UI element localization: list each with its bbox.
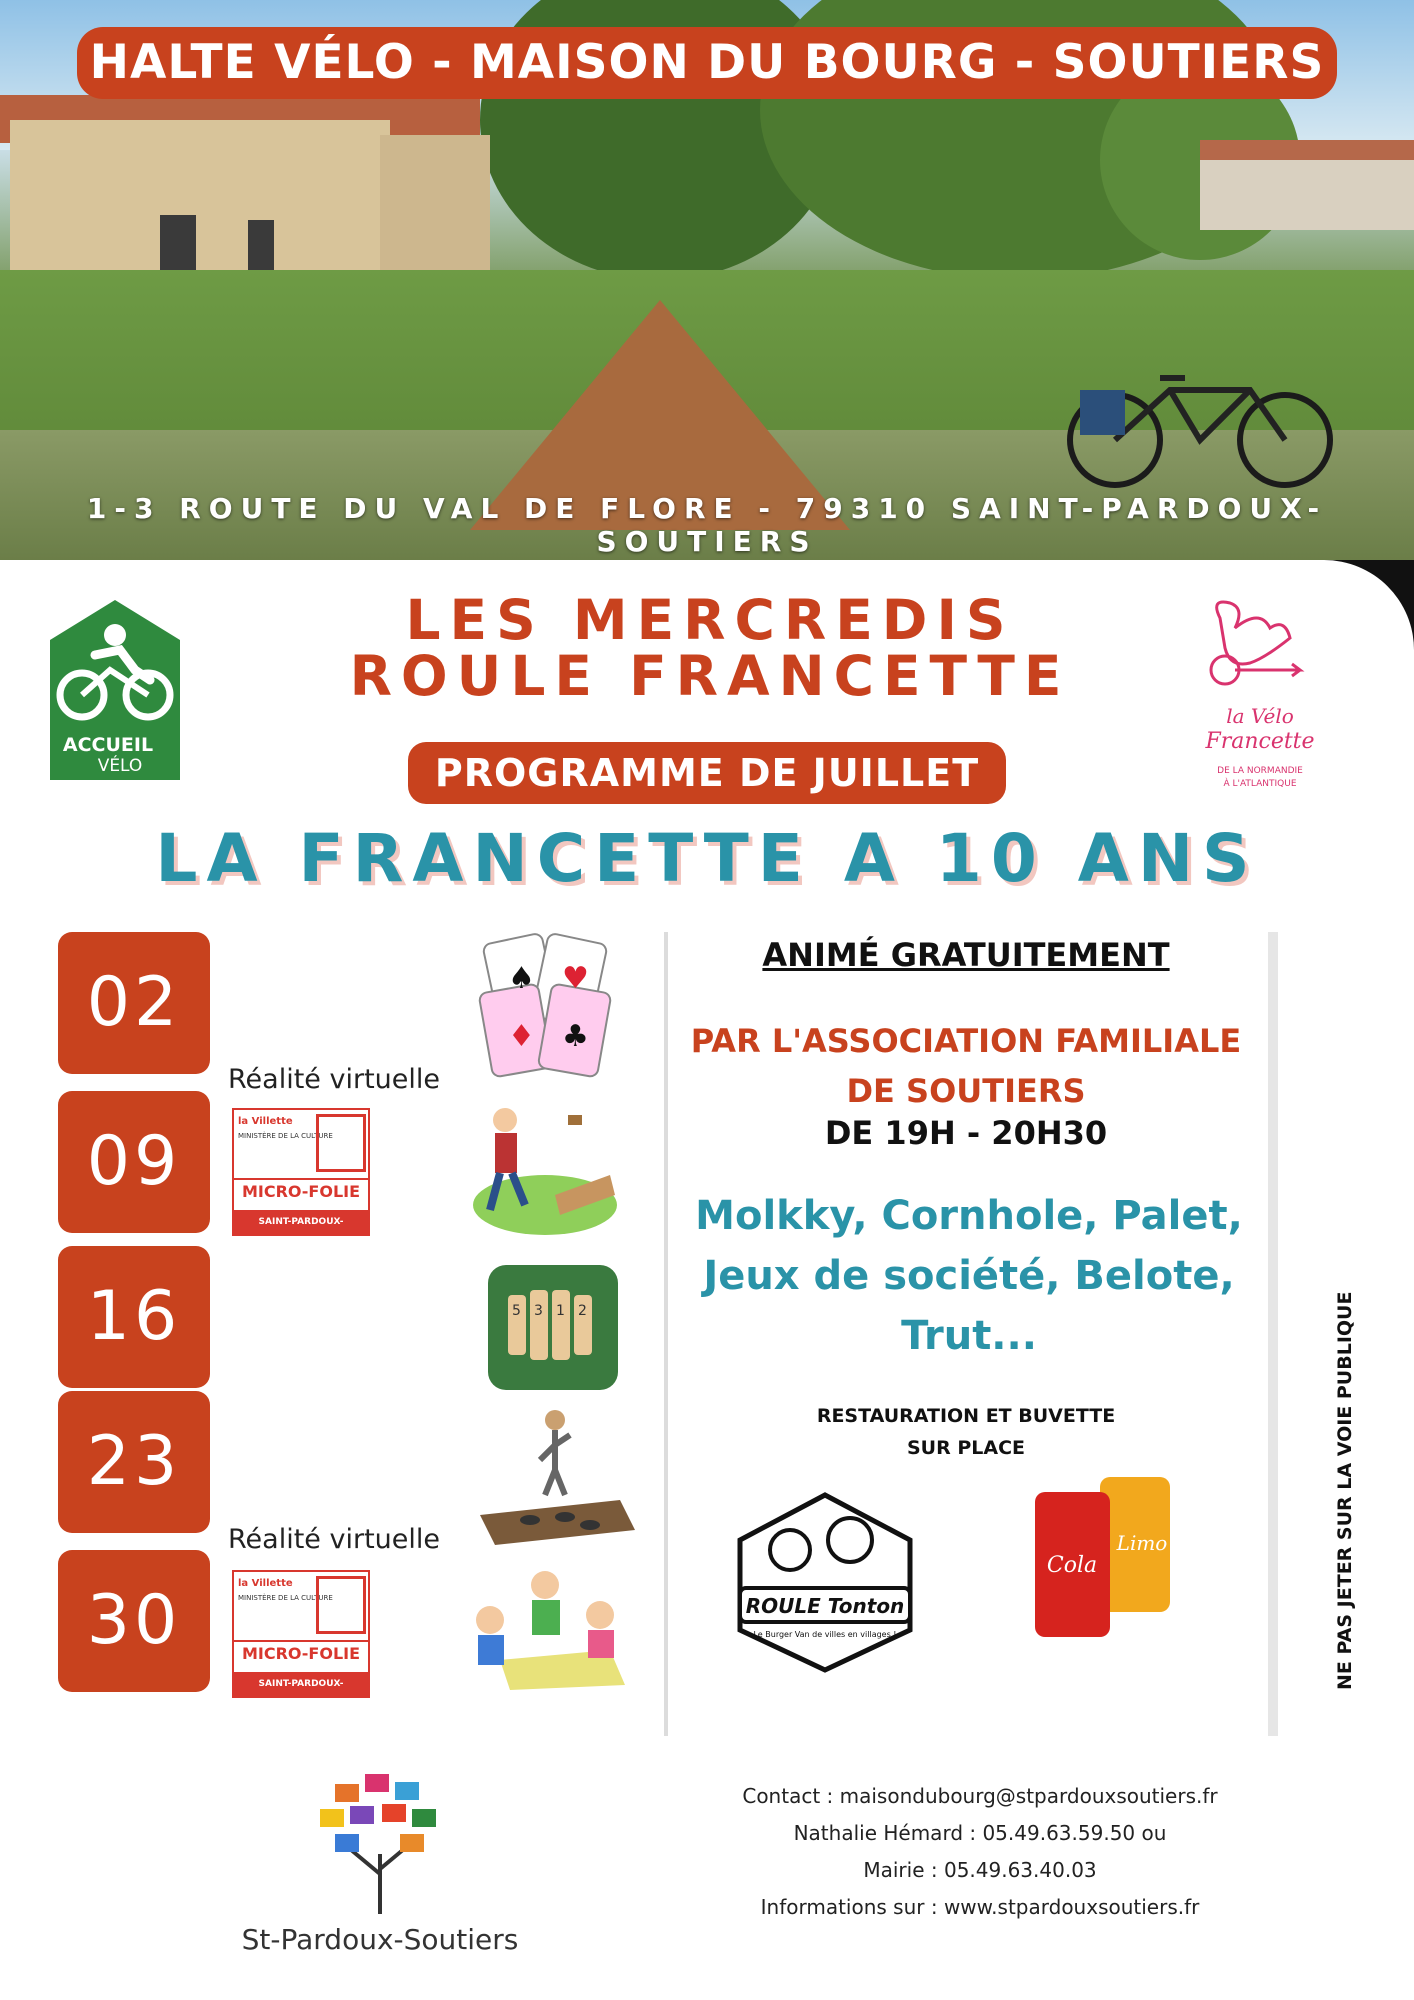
can-label-1: Cola (1046, 1553, 1098, 1578)
date-badge: 09 (58, 1091, 210, 1233)
velo-logo-line2: Francette (1205, 729, 1315, 754)
playing-cards-icon (470, 928, 620, 1078)
contact-mairie: Mairie : 05.49.63.40.03 (863, 1858, 1097, 1882)
palet-icon (470, 1405, 640, 1545)
litter-notice: NE PAS JETER SUR LA VOIE PUBLIQUE (1334, 1291, 1356, 1690)
date-badge: 16 (58, 1246, 210, 1388)
micro-folie-name: MICRO-FOLIE (234, 1178, 368, 1201)
svg-text:♦: ♦ (508, 1019, 535, 1054)
food-notice (664, 1400, 1268, 1464)
address: 1-3 ROUTE DU VAL DE FLORE - 79310 SAINT-PARDOUX-SOUTIERS (86, 492, 1328, 558)
board-game-icon (460, 1560, 630, 1690)
accueil-velo-logo (50, 600, 180, 780)
svg-text:3: 3 (534, 1303, 543, 1319)
villette-brand: la Villette (238, 1116, 293, 1127)
accueil-logo-line1: ACCUEIL (62, 734, 154, 756)
molkky-icon (488, 1265, 618, 1390)
velo-logo-line4: À L'ATLANTIQUE (1223, 779, 1297, 789)
event-line1: LES MERCREDIS (405, 588, 1015, 652)
svg-text:♥: ♥ (562, 961, 589, 996)
ministry-label: MINISTÈRE DE LA CULTURE (238, 1132, 333, 1140)
soda-cans-icon (1030, 1472, 1180, 1642)
roule-tonton-name: ROULE Tonton (745, 1594, 905, 1618)
free-entry-heading: ANIMÉ GRATUITEMENT (762, 936, 1170, 974)
building (380, 135, 490, 275)
date-badge: 23 (58, 1391, 210, 1533)
svg-text:♠: ♠ (508, 961, 535, 996)
games-list (674, 1186, 1264, 1366)
contact-email[interactable]: Contact : maisondubourg@stpardouxsoutiers.fr (742, 1784, 1218, 1808)
food-line2: SUR PLACE (906, 1437, 1026, 1459)
svg-text:5: 5 (512, 1303, 521, 1319)
virtual-reality-label: Réalité virtuelle (228, 1064, 440, 1095)
organizer-line2: DE SOUTIERS (846, 1072, 1086, 1110)
cube-icon (316, 1114, 366, 1172)
svg-text:1: 1 (556, 1303, 565, 1319)
schedule-hours: DE 19H - 20H30 (824, 1114, 1108, 1152)
organizer-text (664, 1016, 1268, 1116)
contact-block (700, 1778, 1260, 1926)
svg-text:♣: ♣ (562, 1019, 589, 1054)
date-badge: 02 (58, 932, 210, 1074)
town-name: St-Pardoux-Soutiers (241, 1923, 519, 1956)
roule-tonton-logo (730, 1490, 920, 1676)
accueil-logo-line2: VÉLO (97, 756, 143, 776)
micro-folie-logo (232, 1570, 370, 1713)
ministry-label: MINISTÈRE DE LA CULTURE (238, 1594, 333, 1602)
games-line2: Jeux de société, Belote, (703, 1253, 1235, 1299)
velo-francette-logo (1190, 598, 1330, 798)
velo-logo-line1: la Vélo (1226, 704, 1294, 728)
micro-folie-name: MICRO-FOLIE (234, 1640, 368, 1663)
villette-brand: la Villette (238, 1578, 293, 1589)
svg-text:2: 2 (578, 1303, 587, 1319)
food-line1: RESTAURATION ET BUVETTE (816, 1405, 1116, 1427)
games-line3: Trut... (901, 1313, 1037, 1359)
door (248, 220, 274, 275)
velo-logo-line3: DE LA NORMANDIE (1217, 766, 1303, 776)
building (10, 120, 390, 280)
door (160, 215, 196, 275)
cornhole-icon (470, 1095, 620, 1235)
event-line2: ROULE FRANCETTE (349, 644, 1071, 708)
organizer-line1: PAR L'ASSOCIATION FAMILIALE (690, 1022, 1242, 1060)
cube-icon (316, 1576, 366, 1634)
page-title: HALTE VÉLO - MAISON DU BOURG - SOUTIERS (77, 27, 1337, 99)
contact-website[interactable]: Informations sur : www.stpardouxsoutiers.fr (760, 1895, 1200, 1919)
micro-folie-place: SAINT-PARDOUX-SOUTIERS (234, 1210, 368, 1234)
date-badge: 30 (58, 1550, 210, 1692)
event-heading (300, 588, 1120, 708)
roule-tonton-tagline: Le Burger Van de villes en villages ! (753, 1630, 897, 1639)
program-badge: PROGRAMME DE JUILLET (408, 742, 1006, 804)
town-logo (240, 1764, 520, 1964)
micro-folie-place: SAINT-PARDOUX-SOUTIERS (234, 1672, 368, 1696)
bicycle-icon (1060, 370, 1340, 490)
micro-folie-logo (232, 1108, 370, 1251)
building (1200, 160, 1414, 230)
can-label-2: Limo (1116, 1531, 1168, 1555)
anniversary-headline: LA FRANCETTE A 10 ANS (155, 820, 1259, 897)
games-line1: Molkky, Cornhole, Palet, (695, 1193, 1243, 1239)
contact-phone: Nathalie Hémard : 05.49.63.59.50 ou (793, 1821, 1167, 1845)
virtual-reality-label: Réalité virtuelle (228, 1524, 440, 1555)
